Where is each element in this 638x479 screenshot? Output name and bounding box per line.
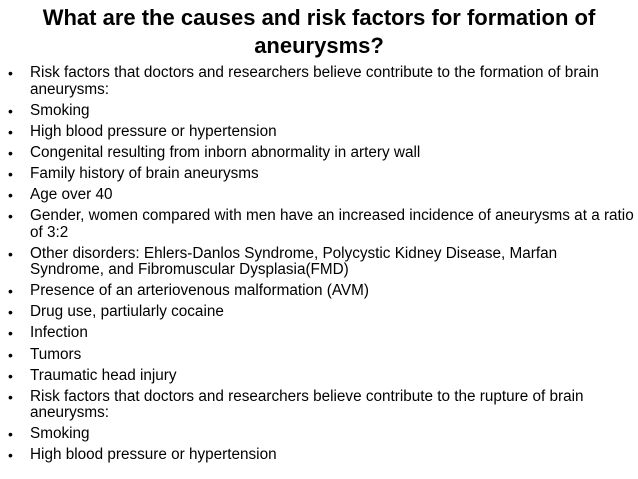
bullet-item: • Age over 40 <box>0 187 638 204</box>
bullet-item: • Smoking <box>0 103 638 120</box>
bullet-item: • High blood pressure or hypertension <box>0 447 638 464</box>
bullet-item: • Drug use, partiularly cocaine <box>0 304 638 321</box>
bullet-item: • Congenital resulting from inborn abnormality in artery wall <box>0 145 638 162</box>
bullet-item: • Other disorders: Ehlers-Danlos Syndrome, Polycystic Kidney Disease, Marfan Syndrome, and Fibromuscular Dysplasia(FMD) <box>0 246 638 279</box>
slide-title-line-1: What are the causes and risk factors for formation of <box>42 5 596 30</box>
slide-title-line-2: aneurysms? <box>254 33 384 58</box>
bullet-item: • Tumors <box>0 347 638 364</box>
bullet-item: • Smoking <box>0 426 638 443</box>
bullet-item: • Gender, women compared with men have an increased incidence of aneurysms at a ratio of 3:2 <box>0 208 638 241</box>
bullet-item: • Family history of brain aneurysms <box>0 166 638 183</box>
bullet-item: • Presence of an arteriovenous malformation (AVM) <box>0 283 638 300</box>
bullet-item: • High blood pressure or hypertension <box>0 124 638 141</box>
bullet-list <box>0 65 638 469</box>
bullet-item: • Traumatic head injury <box>0 368 638 385</box>
bullet-item: • Risk factors that doctors and researchers believe contribute to the rupture of brain aneurysms: <box>0 389 638 422</box>
bullet-item: • Risk factors that doctors and researchers believe contribute to the formation of brain aneurysms: <box>0 65 638 98</box>
bullet-item: • Infection <box>0 325 638 342</box>
slide-title <box>0 4 638 60</box>
